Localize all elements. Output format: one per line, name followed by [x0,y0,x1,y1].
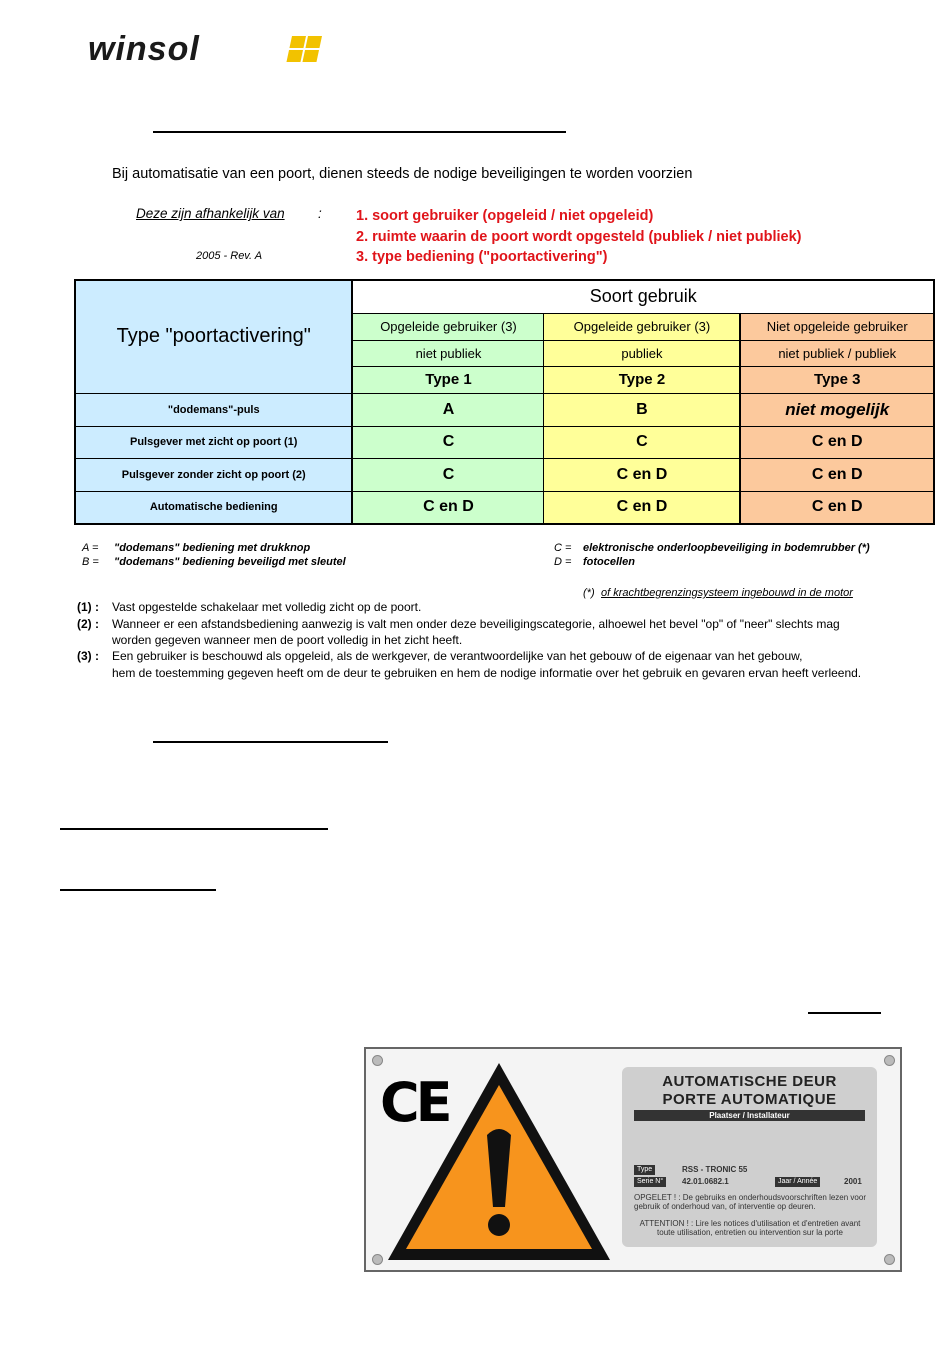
logo-mark [284,36,324,62]
row-label: Pulsgever zonder zicht op poort (2) [75,458,352,491]
table-cell: B [544,393,740,426]
year-label: Jaar / Année [775,1177,820,1187]
col-type: Type 2 [544,366,740,393]
table-cell: C en D [544,491,740,524]
intro-text: Bij automatisatie van een poort, dienen steeds de nodige beveiligingen te worden voorzien [112,166,693,182]
note-line: worden gegeven wanneer men de poort volledig in het zicht heeft. [112,633,463,647]
legend-d-text: fotocellen [583,556,635,568]
ce-mark-icon: CE [380,1071,449,1134]
screw-icon [884,1055,895,1066]
note-line: Een gebruiker is beschouwd als opgeleid, als de werkgever, de verantwoordelijke van het gebouw of de eigenaar van het gebouw, [112,649,803,663]
note-key: (2) : [77,617,99,631]
col-space: niet publiek [352,340,543,366]
table-cell: A [352,393,543,426]
plate-title-fr: PORTE AUTOMATIQUE [662,1091,837,1108]
note-line: Vast opgestelde schakelaar met volledig zicht op de poort. [112,600,422,614]
heading-underline [60,828,328,830]
winsol-logo [88,28,338,70]
legend-d-key: D = [554,556,572,568]
type-header: Type "poortactivering" [75,280,352,393]
heading-underline [153,741,388,743]
heading-underline [153,131,566,133]
legend-a-text: "dodemans" bediening met drukknop [114,542,311,554]
warning-triangle-icon [384,1057,614,1265]
table-cell: C en D [544,458,740,491]
legend-star-key: (*) [583,587,595,599]
table-cell: C en D [740,491,934,524]
col-user: Niet opgeleide gebruiker [740,313,934,340]
dependency-item: 2. ruimte waarin de poort wordt opgesteld (publiek / niet publiek) [356,228,802,245]
door-warning-sign [364,1047,902,1272]
note-key: (3) : [77,649,99,663]
col-user: Opgeleide gebruiker (3) [544,313,740,340]
legend-a-key: A = [82,542,99,554]
nl-warning: OPGELET ! : De gebruiks en onderhoudsvoorschriften lezen voor gebruik of onderhoud van, of interventie op deuren. [634,1193,866,1211]
safety-table [74,279,935,525]
table-cell: niet mogelijk [740,393,934,426]
screw-icon [884,1254,895,1265]
screw-icon [372,1254,383,1265]
col-space: publiek [544,340,740,366]
table-cell: C en D [352,491,543,524]
col-type: Type 1 [352,366,543,393]
dependency-item: 1. soort gebruiker (opgeleid / niet opgeleid) [356,208,654,224]
legend-b-key: B = [82,556,99,568]
row-label: Automatische bediening [75,491,352,524]
serie-label: Serie N° [634,1177,666,1187]
screw-icon [372,1055,383,1066]
installer-bar: Plaatser / Installateur [634,1110,865,1121]
table-cell: C [352,458,543,491]
revision-label: 2005 - Rev. A [196,250,263,262]
col-type: Type 3 [740,366,934,393]
row-label: "dodemans"-puls [75,393,352,426]
dependency-item: 3. type bediening ("poortactivering") [356,249,608,265]
col-user: Opgeleide gebruiker (3) [352,313,543,340]
table-cell: C [544,426,740,458]
table-cell: C en D [740,426,934,458]
type-value: RSS - TRONIC 55 [682,1165,748,1174]
soort-header: Soort gebruik [352,280,934,313]
info-plate [622,1067,877,1247]
heading-underline [808,1012,881,1014]
logo-text: winsol [88,30,200,68]
table-cell: C [352,426,543,458]
legend-c-key: C = [554,542,572,554]
col-space: niet publiek / publiek [740,340,934,366]
note-key: (1) : [77,600,99,614]
dependency-label: Deze zijn afhankelijk van [136,206,285,221]
note-line: Wanneer er een afstandsbediening aanwezig is valt men onder deze beveiligingscategorie, alhoewel het bevel "op" of "neer" slechts mag [112,617,840,631]
type-label: Type [634,1165,655,1175]
legend-star-text: of krachtbegrenzingsysteem ingebouwd in de motor [601,587,853,599]
dependency-list [356,206,802,268]
heading-underline [60,889,216,891]
note-line: hem de toestemming gegeven heeft om de deur te gebruiken en hem de nodige informatie over het gebruik en gevaren ervan heeft verleend. [112,666,862,680]
legend-b-text: "dodemans" bediening beveiligd met sleutel [114,556,346,568]
table-cell: C en D [740,458,934,491]
serie-value: 42.01.0682.1 [682,1177,729,1186]
legend-c-text: elektronische onderloopbeveiliging in bodemrubber (*) [583,542,870,554]
plate-title-nl: AUTOMATISCHE DEUR [662,1073,837,1090]
year-value: 2001 [844,1177,862,1186]
fr-warning: ATTENTION ! : Lire les notices d'utilisation et d'entretien avant toute utilisation, entretien ou intervention sur la porte [639,1219,861,1237]
dependency-colon: : [318,206,322,221]
row-label: Pulsgever met zicht op poort (1) [75,426,352,458]
